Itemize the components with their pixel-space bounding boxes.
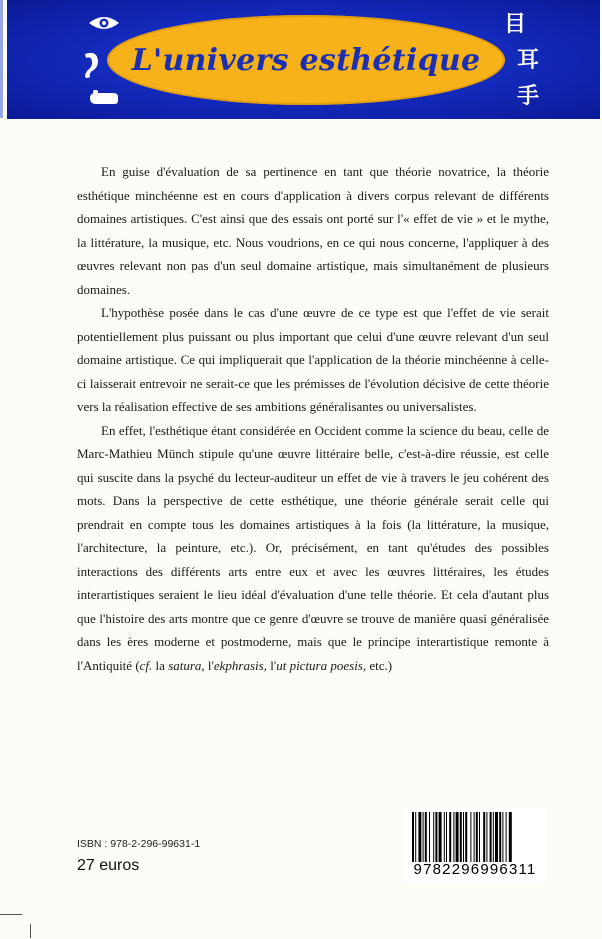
- barcode-bar: [486, 812, 487, 862]
- hand-glyph: 手: [517, 84, 540, 109]
- paren-open: (: [132, 657, 140, 673]
- barcode-bar: [502, 812, 503, 862]
- barcode-bar: [415, 812, 416, 862]
- text-sep-1: la: [152, 657, 169, 673]
- text-sep-2: , l': [201, 657, 214, 673]
- barcode-bar: [479, 812, 480, 862]
- back-cover-text: [77, 160, 549, 677]
- left-edge-strip: [0, 0, 3, 118]
- series-title: L'univers esthétique: [131, 42, 481, 78]
- term-satura: satura: [168, 657, 202, 673]
- cover-banner: [7, 0, 600, 119]
- barcode-bar: [449, 812, 451, 862]
- barcode-bar: [490, 812, 492, 862]
- barcode-bar: [499, 812, 501, 862]
- barcode-bar: [439, 812, 442, 862]
- ear-icon: [77, 50, 103, 80]
- paragraph-2: L'hypothèse posée dans le cas d'une œuvre de ce type est que l'effet de vie serait potentiellement plus puissant ou plus important que celui d'une œuvre relevant d'un seul domaine artistique. Ce qui impliquerait que l'application de la théorie minchéenne à celle-ci laisserait entrevoir ne serait-ce que les prémisses de l'évolution décisive de cette théorie vers la réalisation effective de ses ambitions généralisantes ou universalistes.: [77, 305, 549, 414]
- paragraph-1: En guise d'évaluation de sa pertinence en tant que théorie novatrice, la théorie esthétique minchéenne est en cours d'application à divers corpus relevant de différents domaines artistiques. C'est ainsi que des essais ont porté sur l'« effet de vie » et le mythe, la littérature, la musique, etc. Nous voudrions, en ce qui nous concerne, l'appliquer à des œuvres relevant non pas d'un seul domaine artistique, mais simultanément de plusieurs domaines.: [77, 164, 549, 297]
- barcode: [404, 808, 546, 882]
- paren-close: , etc.): [362, 657, 393, 673]
- barcode-bar: [470, 812, 471, 862]
- barcode-bar: [465, 812, 467, 862]
- eye-glyph: 目: [504, 12, 527, 37]
- barcode-bar: [509, 812, 512, 862]
- barcode-bar: [433, 812, 434, 862]
- paragraph-3-text: En effet, l'esthétique étant considérée en Occident comme la science du beau, celle de Marc-Mathieu Münch stipule qu'une œuvre littéraire belle, c'est-à-dire réussie, est celle qui suscite dans la psyché du lecteur-auditeur un effet de vie à travers le jeu cohérent des mots. Dans la perspective de cette esthétique, une théorie générale serait celle qui prendrait en compte tous les domaines artistiques à la fois (la littérature, la musique, l'architecture, la peinture, etc.). Or, précisément, en tant qu'études des possibles interactions des différents arts entre eux et avec les œuvres littéraires, les études interartistiques seraient le lieu idéal d'évaluation d'une telle théorie. Et cela d'autant plus que l'histoire des arts montre que ce genre d'œuvre se trouve de manière quasi généralisée dans les ères moderne et postmoderne, mais que le principe interartistique remonte à l'Antiquité: [77, 422, 549, 673]
- barcode-bar: [453, 812, 454, 862]
- barcode-bar: [495, 812, 498, 862]
- barcode-bar: [483, 812, 485, 862]
- price-label: 27 euros: [77, 857, 140, 874]
- paragraph-3: [77, 419, 549, 678]
- barcode-bar: [435, 812, 437, 862]
- barcode-bar: [423, 812, 424, 862]
- barcode-bars: [412, 812, 538, 862]
- barcode-bar: [425, 812, 427, 862]
- barcode-bar: [460, 812, 462, 862]
- barcode-bar: [493, 812, 494, 862]
- barcode-bar: [429, 812, 430, 862]
- text-sep-3: , l': [263, 657, 277, 673]
- isbn-label: ISBN : 978-2-296-99631-1: [77, 838, 201, 850]
- barcode-bar: [474, 812, 475, 862]
- barcode-bar: [444, 812, 445, 862]
- cf-abbrev: cf.: [139, 657, 153, 673]
- term-ekphrasis: ekphrasis: [213, 657, 264, 673]
- barcode-bar: [463, 812, 464, 862]
- barcode-bar: [418, 812, 421, 862]
- term-ut-pictura-poesis: ut pictura poesis: [276, 657, 363, 673]
- barcode-bar: [506, 812, 507, 862]
- barcode-bar: [446, 812, 447, 862]
- barcode-bar: [412, 812, 414, 862]
- barcode-bar: [476, 812, 478, 862]
- crop-mark-vertical: [30, 924, 31, 938]
- barcode-digits: 9782296996311: [413, 861, 537, 878]
- ear-glyph: 耳: [517, 48, 540, 73]
- barcode-bar: [456, 812, 459, 862]
- crop-mark-horizontal: [0, 914, 22, 915]
